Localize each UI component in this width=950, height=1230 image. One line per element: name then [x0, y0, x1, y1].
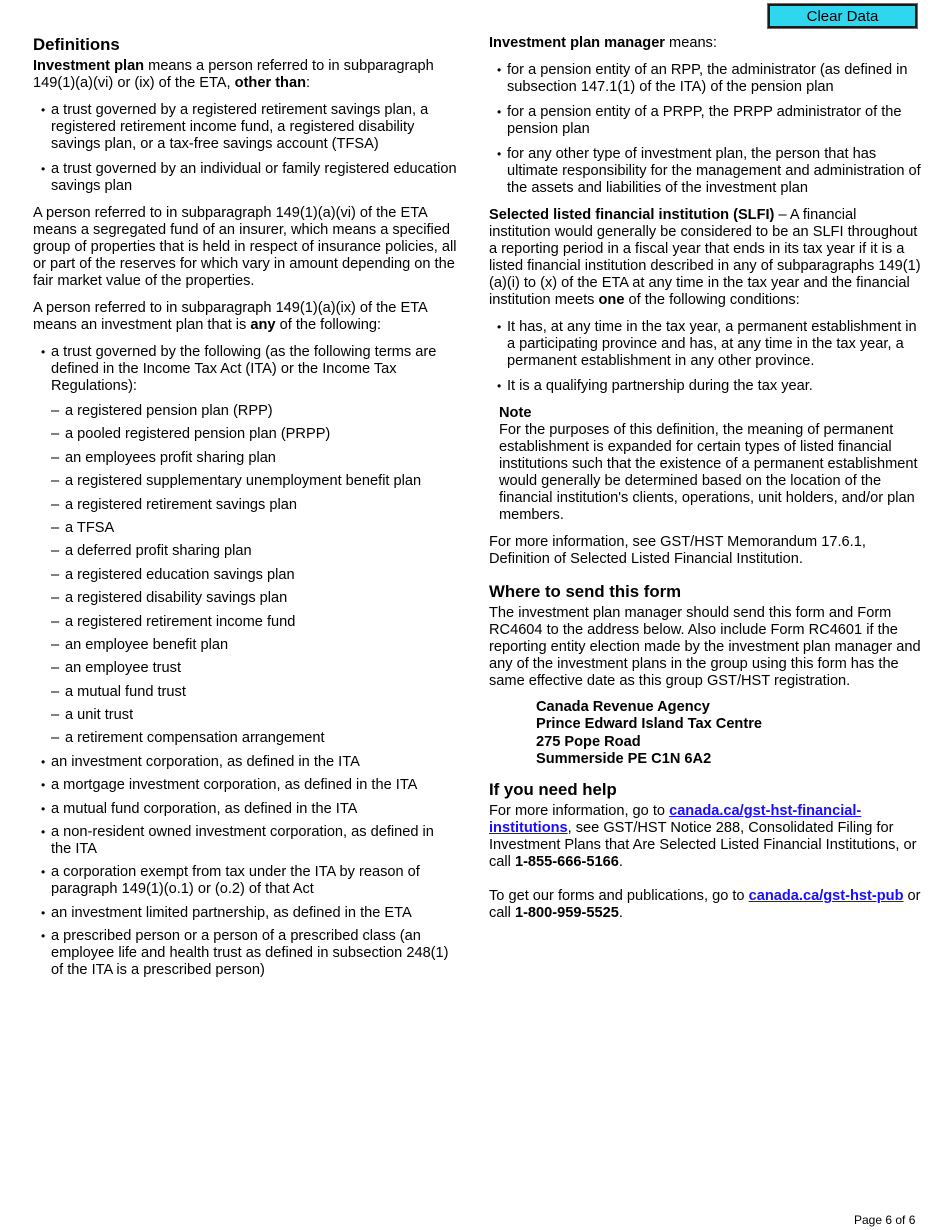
exclusion-list	[33, 102, 458, 195]
term: Investment plan	[33, 58, 145, 74]
sublist-item: – a mutual fund trust	[51, 684, 458, 701]
sublist-item: – an employee benefit plan	[51, 637, 458, 654]
more-info-paragraph: For more information, see GST/HST Memorandum 17.6.1, Definition of Selected Listed Financial Institution.	[489, 534, 866, 567]
investment-plan-list	[33, 344, 458, 979]
list-item: • a trust governed by a registered retirement savings plan, a registered retirement income fund, a registered disability savings plan, or a tax-free savings account (TFSA)	[33, 102, 458, 153]
text: :	[306, 75, 311, 91]
trust-intro: • a trust governed by the following (as the following terms are defined in the Income Tax Act (ITA) or the Income Tax Regulations):	[51, 344, 437, 394]
phone-number: 1-855-666-5166	[514, 854, 619, 871]
list-item: • for a pension entity of a PRPP, the PRPP administrator of the pension plan	[489, 104, 921, 138]
phone-number: 1-800-959-5525	[514, 905, 619, 922]
sublist-item: – a registered retirement income fund	[51, 614, 458, 631]
text: means:	[665, 35, 717, 51]
trust-sublist	[51, 403, 458, 747]
list-item: • for a pension entity of an RPP, the administrator (as defined in subsection 147.1(1) of the ITA) of the pension plan	[489, 62, 921, 96]
where-to-send-text: The investment plan manager should send this form and Form RC4604 to the address below. Also include Form RC4601 if the reporting entity election made by the investment plan manager and any of the investment plans in the group using this form has the same effective date as this group GST/HST registration.	[489, 605, 921, 689]
list-item	[33, 344, 458, 747]
list-item: • for any other type of investment plan, the person that has ultimate responsibility for the management and administration of the assets and liabilities of the investment plan	[489, 146, 921, 197]
gst-hst-pub-link[interactable]: canada.ca/gst-hst-pub	[748, 888, 904, 905]
list-item: • It is a qualifying partnership during the tax year.	[489, 378, 921, 395]
investment-plan-manager-definition	[489, 35, 921, 52]
note-title: Note	[499, 405, 532, 421]
sublist-item: – a pooled registered pension plan (PRPP)	[51, 426, 458, 443]
list-item: • a mutual fund corporation, as defined in the ITA	[33, 801, 458, 818]
if-you-need-help-heading: If you need help	[489, 780, 617, 800]
clear-data-button[interactable]: Clear Data	[768, 4, 917, 28]
sublist-item: – a registered retirement savings plan	[51, 497, 458, 514]
financial-institutions-link[interactable]: canada.ca/gst-hst-financial-institutions	[489, 803, 862, 837]
investment-plan-definition	[33, 58, 458, 92]
address-line: 275 Pope Road	[536, 733, 641, 750]
help-paragraph-2	[489, 888, 921, 922]
text: – A financial institution would generally be considered to be an SLFI throughout a reporting period in a fiscal year that ends in its tax year if it is a listed financial institution described in any of subparagraphs 149(1)(a)(i) to (x) of the ETA at any time in the tax year and the financial institution meets	[489, 207, 921, 308]
page-number: Page 6 of 6	[854, 1213, 916, 1227]
text: means a person referred to in subparagraph 149(1)(a)(vi) or (ix) of the ETA,	[33, 58, 434, 91]
help-paragraph-1	[489, 803, 921, 871]
slfi-definition	[489, 207, 921, 309]
paragraph-ix	[33, 300, 458, 334]
emphasis: other than	[234, 75, 307, 91]
emphasis: any	[250, 317, 276, 333]
sublist-item: – a retirement compensation arrangement	[51, 730, 458, 747]
note-text: For the purposes of this definition, the meaning of permanent establishment is expanded for certain types of listed financial institutions such that the existence of a permanent establishment would generally be determined based on the location of the financial institution's clients, operations, unit holders, and/or plan members.	[499, 422, 918, 523]
list-item: • an investment limited partnership, as defined in the ETA	[33, 905, 458, 922]
list-item: • a corporation exempt from tax under the ITA by reason of paragraph 149(1)(o.1) or (o.2) of that Act	[33, 864, 458, 898]
sublist-item: – an employee trust	[51, 660, 458, 677]
paragraph-vi: A person referred to in subparagraph 149(1)(a)(vi) of the ETA means a segregated fund of an insurer, which means a specified group of properties that is held in respect of insurance policies, all or part of the reserves for which vary in amount depending on the fair market value of the properties.	[33, 205, 457, 289]
manager-list	[489, 62, 921, 197]
right-column	[489, 35, 921, 932]
emphasis: one	[598, 292, 625, 308]
sublist-item: – a TFSA	[51, 520, 458, 537]
term: Selected listed financial institution (SLFI)	[489, 207, 775, 223]
term: Investment plan manager	[489, 35, 665, 51]
address-line: Summerside PE C1N 6A2	[536, 750, 712, 767]
sublist-item: – a registered pension plan (RPP)	[51, 403, 458, 420]
left-column	[33, 33, 458, 989]
list-item: • an investment corporation, as defined in the ITA	[33, 754, 458, 771]
text: For more information, go to	[489, 803, 670, 820]
address-line: Prince Edward Island Tax Centre	[536, 716, 763, 733]
address-line: Canada Revenue Agency	[536, 699, 710, 715]
text: A person referred to in subparagraph 149(1)(a)(ix) of the ETA means an investment plan that is	[33, 300, 427, 333]
list-item: • a mortgage investment corporation, as defined in the ITA	[33, 777, 458, 794]
text: of the following:	[275, 317, 382, 333]
text: or call	[489, 888, 921, 922]
text: To get our forms and publications, go to	[489, 888, 749, 905]
text: .	[618, 854, 623, 871]
sublist-item: – a registered supplementary unemployment benefit plan	[51, 473, 458, 490]
text: , see GST/HST Notice 288, Consolidated Filing for Investment Plans that Are Selected Listed Financial Institutions, or call	[489, 820, 917, 871]
text: .	[618, 905, 623, 922]
definitions-heading: Definitions	[33, 35, 120, 54]
list-item: • a prescribed person or a person of a prescribed class (an employee life and health trust as defined in subsection 248(1) of the ITA is a prescribed person)	[33, 928, 458, 979]
note-box	[499, 405, 921, 524]
slfi-conditions-list	[489, 319, 921, 395]
sublist-item: – an employees profit sharing plan	[51, 450, 458, 467]
sublist-item: – a registered education savings plan	[51, 567, 458, 584]
where-to-send-heading: Where to send this form	[489, 582, 682, 601]
mailing-address	[536, 699, 921, 768]
list-item: • a non-resident owned investment corporation, as defined in the ITA	[33, 824, 458, 858]
sublist-item: – a registered disability savings plan	[51, 590, 458, 607]
sublist-item: – a unit trust	[51, 707, 458, 724]
list-item: • a trust governed by an individual or family registered education savings plan	[33, 161, 458, 195]
text: of the following conditions:	[624, 292, 800, 308]
sublist-item: – a deferred profit sharing plan	[51, 543, 458, 560]
list-item: • It has, at any time in the tax year, a permanent establishment in a participating province and has, at any time in the tax year, a permanent establishment in any other province.	[489, 319, 921, 370]
